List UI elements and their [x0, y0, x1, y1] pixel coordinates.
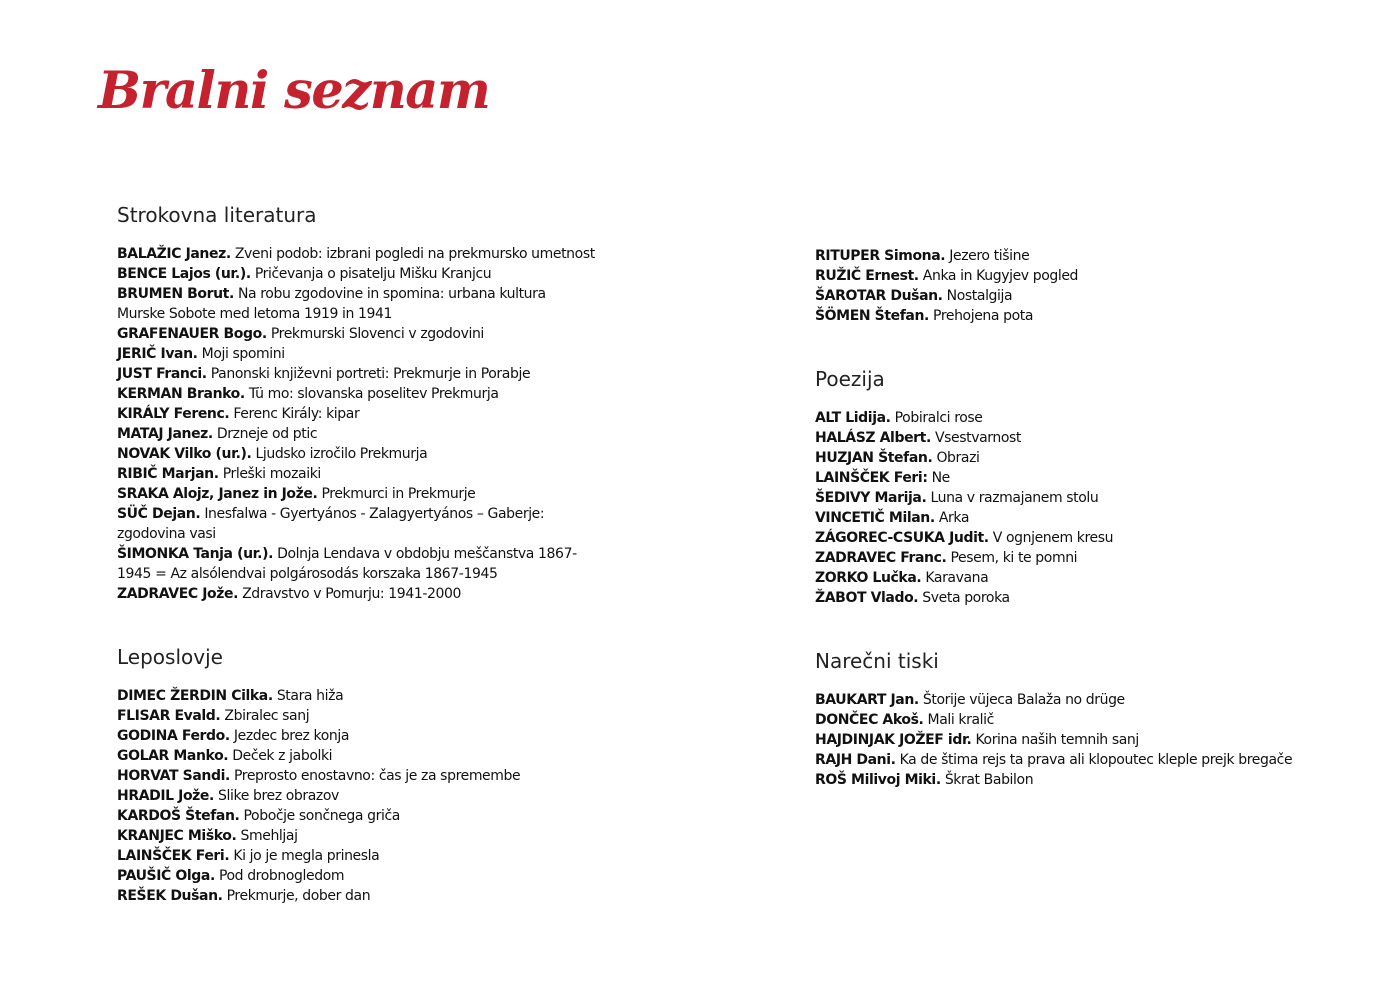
list-item	[117, 706, 597, 726]
entry-author: KIRÁLY Ferenc.	[117, 406, 230, 422]
entry-title: Karavana	[925, 570, 989, 586]
entry-author: FLISAR Evald.	[117, 708, 221, 724]
entry-title: Drzneje od ptic	[216, 426, 318, 442]
entry-author: ZADRAVEC Jože.	[117, 586, 239, 602]
list-item	[117, 584, 597, 604]
entry-author: HUZJAN Štefan.	[815, 450, 933, 466]
entry-list	[815, 690, 1295, 790]
entry-title: Preprosto enostavno: čas je za spremembe	[233, 768, 521, 784]
entry-title: Ljudsko izročilo Prekmurja	[255, 446, 428, 462]
entry-author: ZADRAVEC Franc.	[815, 550, 947, 566]
list-item	[117, 484, 597, 504]
entry-title: Sveta poroka	[922, 590, 1010, 606]
entry-author: RITUPER Simona.	[815, 248, 946, 264]
entry-author: RAJH Dani.	[815, 752, 896, 768]
list-item	[117, 544, 597, 584]
entry-author: ŠÖMEN Štefan.	[815, 308, 929, 324]
entry-title: Obrazi	[936, 450, 980, 466]
list-item	[117, 504, 597, 544]
list-item	[117, 424, 597, 444]
entry-title: Pod drobnogledom	[218, 868, 345, 884]
list-item	[815, 266, 1295, 286]
list-item	[117, 324, 597, 344]
list-item	[815, 750, 1295, 770]
entry-title: Vsestvarnost	[934, 430, 1022, 446]
list-item	[815, 468, 1295, 488]
entry-author: PAUŠIČ Olga.	[117, 868, 215, 884]
entry-title: Prleški mozaiki	[222, 466, 321, 482]
entry-author: ZORKO Lučka.	[815, 570, 922, 586]
entry-title: Prekmurje, dober dan	[226, 888, 371, 904]
entry-title: Tü mo: slovanska poselitev Prekmurja	[248, 386, 499, 402]
left-column	[117, 202, 597, 906]
entry-author: JUST Franci.	[117, 366, 207, 382]
list-item	[815, 286, 1295, 306]
list-item	[117, 444, 597, 464]
entry-title: Prekmurci in Prekmurje	[321, 486, 476, 502]
entry-author: LAINŠČEK Feri:	[815, 470, 928, 486]
list-item	[117, 806, 597, 826]
list-item	[117, 746, 597, 766]
entry-author: KRANJEC Miško.	[117, 828, 237, 844]
entry-title: Dolnja Lendava v obdobju meščanstva 1867-1945 = Az alsólendvai polgárosodás korszaka 1867-1945	[117, 546, 577, 582]
entry-author: KARDOŠ Štefan.	[117, 808, 240, 824]
entry-title: Zbiralec sanj	[224, 708, 310, 724]
list-item	[117, 244, 597, 264]
entry-title: Nostalgija	[946, 288, 1013, 304]
entry-author: DONČEC Akoš.	[815, 712, 924, 728]
entry-title: Pričevanja o pisatelju Mišku Kranjcu	[254, 266, 492, 282]
list-item	[815, 306, 1295, 326]
entry-author: JERIČ Ivan.	[117, 346, 198, 362]
right-column	[815, 246, 1295, 790]
entry-author: BAUKART Jan.	[815, 692, 919, 708]
entry-author: SRAKA Alojz, Janez in Jože.	[117, 486, 318, 502]
section-strokovna-literatura	[117, 202, 597, 604]
list-item	[117, 726, 597, 746]
list-item	[815, 246, 1295, 266]
section-leposlovje	[117, 644, 597, 906]
list-item	[815, 528, 1295, 548]
list-item	[815, 690, 1295, 710]
entry-title: Prehojena pota	[933, 308, 1034, 324]
list-item	[117, 364, 597, 384]
list-item	[815, 588, 1295, 608]
entry-title: Zdravstvo v Pomurju: 1941-2000	[242, 586, 462, 602]
list-item	[117, 284, 597, 324]
entry-title: Ki jo je megla prinesla	[233, 848, 380, 864]
entry-title: Zveni podob: izbrani pogledi na prekmursko umetnost	[234, 246, 595, 262]
entry-author: HAJDINJAK JOŽEF idr.	[815, 732, 972, 748]
list-item	[815, 568, 1295, 588]
entry-list	[117, 686, 597, 906]
list-item	[117, 886, 597, 906]
entry-author: NOVAK Vilko (ur.).	[117, 446, 252, 462]
list-item	[815, 548, 1295, 568]
page-title: Bralni seznam	[98, 61, 490, 121]
entry-author: GODINA Ferdo.	[117, 728, 230, 744]
entry-title: Ka de štima rejs ta prava ali klopoutec kleple prejk bregače	[899, 752, 1293, 768]
entry-author: SÜČ Dejan.	[117, 506, 201, 522]
entry-author: RUŽIČ Ernest.	[815, 268, 919, 284]
entry-title: Jezero tišine	[949, 248, 1030, 264]
list-item	[117, 786, 597, 806]
section-heading: Leposlovje	[117, 645, 223, 669]
entry-title: Slike brez obrazov	[218, 788, 339, 804]
list-item	[815, 508, 1295, 528]
entry-list	[815, 408, 1295, 608]
section-heading: Poezija	[815, 367, 885, 391]
entry-title: Anka in Kugyjev pogled	[922, 268, 1079, 284]
entry-title: Štorije vüjeca Balaža no drüge	[922, 692, 1125, 708]
entry-title: Prekmurski Slovenci v zgodovini	[270, 326, 484, 342]
list-item	[117, 344, 597, 364]
list-item	[117, 766, 597, 786]
entry-list	[117, 244, 597, 604]
entry-title: Jezdec brez konja	[233, 728, 350, 744]
entry-author: BENCE Lajos (ur.).	[117, 266, 251, 282]
entry-author: KERMAN Branko.	[117, 386, 245, 402]
entry-author: HORVAT Sandi.	[117, 768, 230, 784]
entry-author: VINCETIČ Milan.	[815, 510, 935, 526]
list-item	[815, 770, 1295, 790]
entry-title: Pobiralci rose	[894, 410, 983, 426]
entry-title: Arka	[938, 510, 970, 526]
entry-title: Pobočje sončnega griča	[243, 808, 400, 824]
list-item	[117, 264, 597, 284]
entry-title: Stara hiža	[276, 688, 344, 704]
list-item	[117, 866, 597, 886]
section-heading: Narečni tiski	[815, 649, 939, 673]
entry-author: ŽABOT Vlado.	[815, 590, 919, 606]
list-item	[815, 710, 1295, 730]
section-narecni-tiski	[815, 648, 1295, 790]
entry-author: RIBIČ Marjan.	[117, 466, 219, 482]
list-item	[815, 730, 1295, 750]
entry-author: BRUMEN Borut.	[117, 286, 234, 302]
entry-author: LAINŠČEK Feri.	[117, 848, 230, 864]
list-item	[117, 384, 597, 404]
entry-title: Ferenc Király: kipar	[233, 406, 360, 422]
entry-author: DIMEC ŽERDIN Cilka.	[117, 688, 273, 704]
entry-author: GOLAR Manko.	[117, 748, 229, 764]
list-item	[815, 428, 1295, 448]
entry-title: Škrat Babilon	[944, 772, 1034, 788]
entry-author: ZÁGOREC-CSUKA Judit.	[815, 530, 989, 546]
entry-author: HRADIL Jože.	[117, 788, 214, 804]
entry-title: Mali kralič	[927, 712, 994, 728]
entry-title: Ne	[931, 470, 950, 486]
entry-title: V ognjenem kresu	[992, 530, 1114, 546]
entry-title: Smehljaj	[240, 828, 298, 844]
entry-title: Na robu zgodovine in spomina: urbana kultura Murske Sobote med letoma 1919 in 1941	[117, 286, 546, 322]
list-item	[815, 448, 1295, 468]
entry-author: REŠEK Dušan.	[117, 888, 223, 904]
entry-title: Panonski književni portreti: Prekmurje in Porabje	[210, 366, 531, 382]
entry-title: Moji spomini	[201, 346, 285, 362]
section-poezija	[815, 366, 1295, 608]
entry-author: ŠAROTAR Dušan.	[815, 288, 943, 304]
section-heading: Strokovna literatura	[117, 203, 317, 227]
entry-author: ŠIMONKA Tanja (ur.).	[117, 546, 273, 562]
list-item	[117, 846, 597, 866]
entry-author: MATAJ Janez.	[117, 426, 213, 442]
list-item	[117, 826, 597, 846]
list-item	[117, 686, 597, 706]
entry-author: ŠEDIVY Marija.	[815, 490, 927, 506]
entry-title: Korina naših temnih sanj	[975, 732, 1139, 748]
entry-title: Luna v razmajanem stolu	[930, 490, 1099, 506]
entry-title: Deček z jabolki	[232, 748, 333, 764]
entry-author: BALAŽIC Janez.	[117, 246, 231, 262]
list-item	[117, 464, 597, 484]
entry-title: Inesfalwa - Gyertyános - Zalagyertyános – Gaberje: zgodovina vasi	[117, 506, 545, 542]
entry-author: HALÁSZ Albert.	[815, 430, 931, 446]
entry-author: ROŠ Milivoj Miki.	[815, 772, 941, 788]
entry-author: GRAFENAUER Bogo.	[117, 326, 267, 342]
list-item	[815, 408, 1295, 428]
entry-list-continued	[815, 246, 1295, 326]
list-item	[815, 488, 1295, 508]
entry-author: ALT Lidija.	[815, 410, 891, 426]
list-item	[117, 404, 597, 424]
entry-title: Pesem, ki te pomni	[950, 550, 1078, 566]
